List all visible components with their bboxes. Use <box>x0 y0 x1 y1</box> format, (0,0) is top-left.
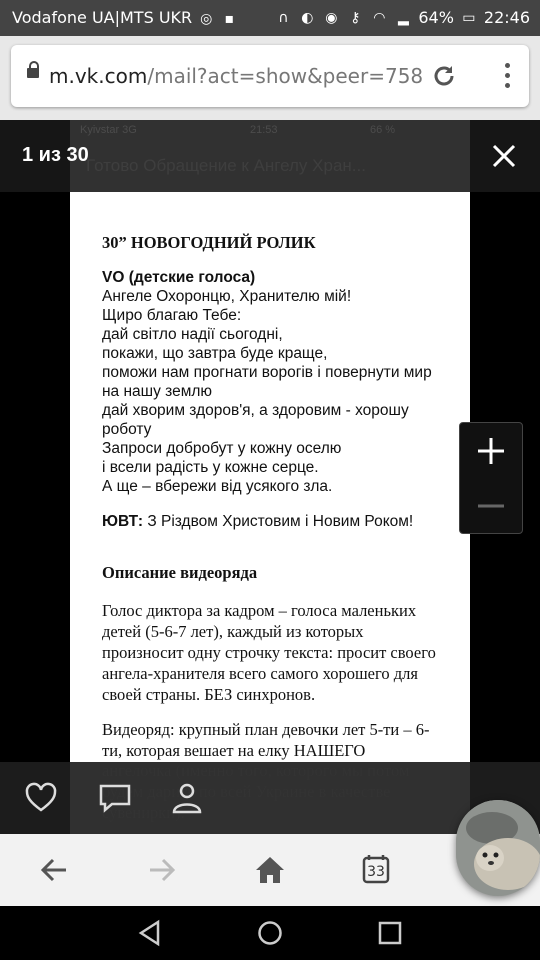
carrier-label: Vodafone UA|MTS UKR <box>12 8 193 27</box>
video-desc-line: Голос диктора за кадром – голоса маленьких <box>102 601 417 620</box>
video-seq-line: Видеоряд: крупный план девочки лет 5-ти – 6- <box>102 720 430 739</box>
key-icon: ⚷ <box>350 9 361 26</box>
poem-line: роботу <box>102 421 152 438</box>
zoom-out-icon[interactable] <box>460 479 522 533</box>
battery-icon: ▭ <box>462 9 476 26</box>
video-desc-line: своей страны. БЕЗ синхронов. <box>102 685 316 704</box>
photo-viewer <box>0 120 540 834</box>
close-icon[interactable] <box>490 142 518 170</box>
system-home-icon[interactable] <box>256 919 284 947</box>
system-recents-icon[interactable] <box>376 919 404 947</box>
vo-label: VO (детские голоса) <box>102 269 256 286</box>
status-bar <box>0 0 540 36</box>
status-icons <box>274 8 530 27</box>
chat-head-avatar[interactable] <box>456 800 540 896</box>
comment-icon[interactable] <box>98 782 132 814</box>
poem-line: дай світло надії сьогодні, <box>102 326 283 343</box>
poem-line: А ще – вбережи від усякого зла. <box>102 478 333 495</box>
address-bar[interactable] <box>11 45 529 107</box>
video-heading: Описание видеоряда <box>102 563 258 582</box>
tab-count: 33 <box>367 864 385 880</box>
message-icon: ▪ <box>224 11 235 27</box>
browser-toolbar <box>0 36 540 120</box>
lock-icon <box>27 68 39 78</box>
url-host: m.vk.com <box>49 64 148 88</box>
seal-avatar-image <box>456 800 540 896</box>
carrier-name <box>12 8 238 27</box>
document-heading: 30” НОВОГОДНИЙ РОЛИК <box>102 233 316 252</box>
yvt-label: ЮВТ: <box>102 513 144 530</box>
tag-person-icon[interactable] <box>170 782 204 814</box>
forward-arrow-icon[interactable] <box>144 852 180 888</box>
zoom-control <box>459 422 523 534</box>
eye-icon: ◉ <box>325 9 338 26</box>
url-text[interactable] <box>49 64 423 88</box>
poem-line: Ангеле Охоронцю, Хранителю мій! <box>102 288 352 305</box>
back-arrow-icon[interactable] <box>36 852 72 888</box>
video-seq-line: будем дарить по всей Украине в качестве <box>102 782 391 801</box>
zoom-in-icon[interactable] <box>460 423 522 479</box>
overflow-menu-icon[interactable] <box>503 63 511 91</box>
poem-line: дай хворим здоров'я, а здоровим - хорошу <box>102 402 409 419</box>
video-desc-line: детей (5-6-7 лет), каждый из которых <box>102 622 364 641</box>
video-seq-line: ти, которая вешает на елку НАШЕГО <box>102 741 366 760</box>
video-desc-line: ангела-хранителя всего самого хорошего для <box>102 664 418 683</box>
viewer-top-bar <box>0 120 540 192</box>
signal-icon: ▂ <box>397 9 409 26</box>
system-nav-bar <box>0 906 540 960</box>
video-seq-line: ангелочка (именно того, которого мы потом <box>102 761 410 780</box>
like-icon[interactable] <box>24 782 58 814</box>
yvt-line <box>102 512 413 531</box>
tab-switcher[interactable] <box>362 854 390 884</box>
poem-line: поможи нам прогнати ворогів і повернути мир <box>102 364 432 381</box>
messenger-icon: ◎ <box>200 11 213 27</box>
photo-counter: 1 из 30 <box>22 144 89 166</box>
home-icon[interactable] <box>252 852 288 888</box>
video-desc-line: произносит одну строчку текста: просит своего <box>102 643 436 662</box>
url-path: /mail?act=show&peer=758 <box>147 64 424 88</box>
reload-icon[interactable] <box>429 61 459 91</box>
battery-percent: 64% <box>418 8 454 27</box>
poem-line: і всели радість у кожне серце. <box>102 459 319 476</box>
poem-line: покажи, що завтра буде краще, <box>102 345 328 362</box>
poem-line: Запроси добробут у кожну оселю <box>102 440 342 457</box>
system-back-icon[interactable] <box>136 919 164 947</box>
clock: 22:46 <box>483 8 530 27</box>
data-saver-icon: ◐ <box>301 9 314 26</box>
poem-line: Щиро благаю Тебе: <box>102 307 242 324</box>
poem-line: на нашу землю <box>102 383 213 400</box>
headphones-icon: ∩ <box>278 9 289 26</box>
document-photo <box>70 192 470 762</box>
yvt-text: З Різдвом Христовим і Новим Роком! <box>147 513 414 530</box>
video-seq-line: сувенирки). <box>102 803 185 822</box>
wifi-icon: ◠ <box>373 9 386 26</box>
